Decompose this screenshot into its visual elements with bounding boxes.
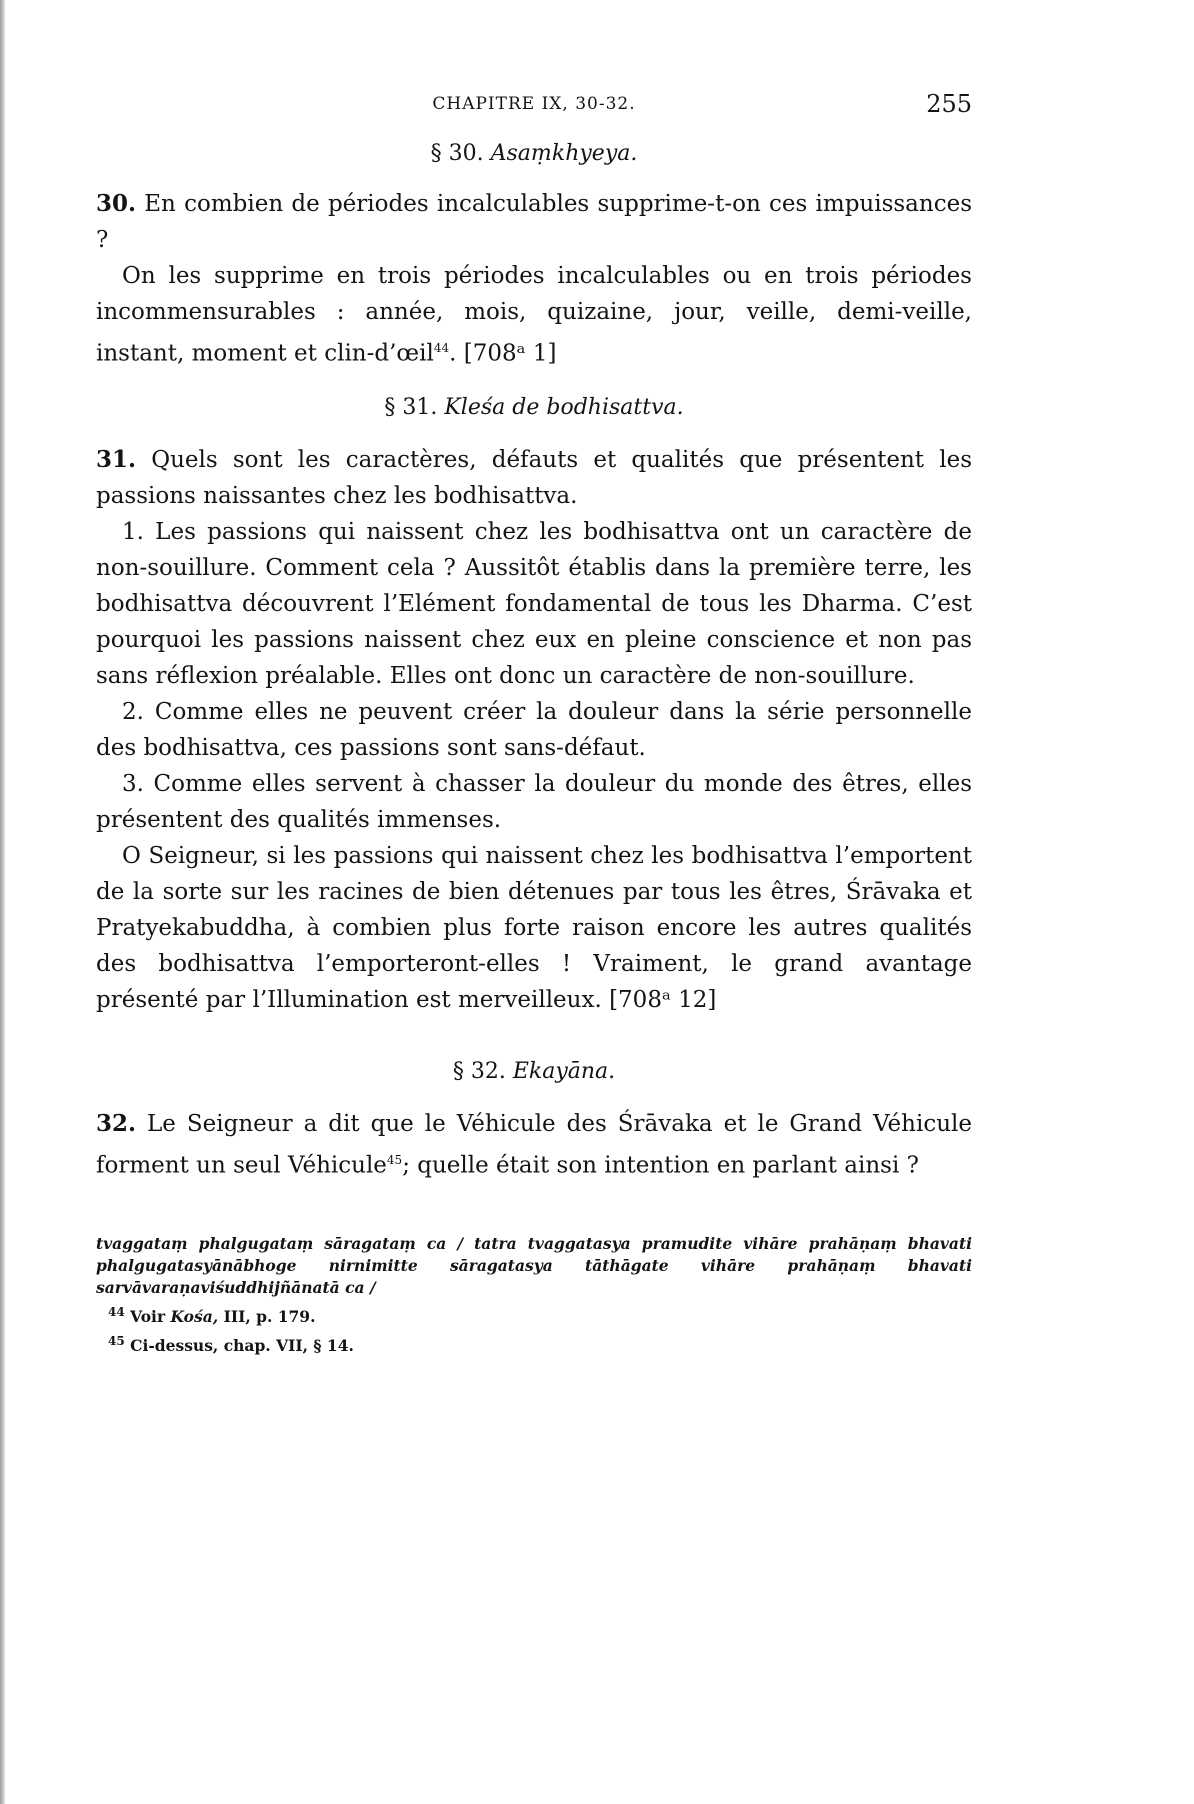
book-page [96,88,972,1358]
footnote-mark: 44 [108,1305,125,1320]
section-title: Asaṃkhyeya. [490,141,638,166]
paragraph-30b [96,258,972,372]
paragraph-number: 30. [96,190,137,217]
footnote-sanskrit: tvaggataṃ phalgugataṃ sāragataṃ ca / tatra tvaggatasya pramudite vihāre prahāṇaṃ bhavati phalgugatasyānābhoge nirnimitte sāragatasya tāthāgate vihāre prahāṇaṃ bhavati sarvāvaraṇaviśuddhijñānatā ca / [96,1234,972,1298]
footnote-text: Voir [130,1307,166,1327]
section-title: Ekayāna. [512,1058,616,1084]
section-heading-31 [96,392,972,424]
paragraph-31 [96,442,972,514]
section-heading-32 [96,1056,972,1088]
page-reference: . [708ᵃ 1] [449,340,557,367]
paragraph-30 [96,186,972,258]
paragraph-31-1: 1. Les passions qui naissent chez les bodhisattva ont un caractère de non-souillure. Comment cela ? Aussitôt établis dans la première terre, les bodhisattva découvrent l’Elément fondamental de tous les Dharma. C’est pourquoi les passions naissent chez eux en pleine conscience et non pas sans réflexion préalable. Elles ont donc un caractère de non-souillure. [96,518,972,689]
paragraph-number: 31. [96,445,137,473]
running-title: CHAPITRE IX, 30-32. [432,94,636,114]
footnote-44 [96,1301,972,1328]
footnote-text: Ci-dessus, chap. VII, § 14. [130,1336,354,1356]
paragraph-text: Quels sont les caractères, défauts et qualités que présentent les passions naissantes chez les bodhisattva. [96,446,973,509]
paragraph-31-4: O Seigneur, si les passions qui naissent chez les bodhisattva l’emportent de la sorte sur les racines de bien détenues par tous les êtres, Śrāvaka et Pratyekabuddha, à combien plus forte raison encore les autres qualités des bodhisattva l’emporteront-elles ! Vraiment, le grand avantage présenté par l’Illumination est merveilleux. [708ᵃ 12] [96,842,972,1013]
section-symbol: § 30. [430,141,484,166]
section-title: Kleśa de bodhisattva. [444,394,684,420]
paragraph-text: On les supprime en trois périodes incalculables ou en trois périodes incommensurables : année, mois, quizaine, jour, veille, demi-veille, instant, moment et clin-d’œil [96,263,972,367]
paragraph-text-tail: ; quelle était son intention en parlant ainsi ? [402,1152,919,1179]
paragraph-31-2: 2. Comme elles ne peuvent créer la douleur dans la série personnelle des bodhisattva, ces passions sont sans-défaut. [96,698,972,761]
footnotes [96,1233,972,1357]
paragraph-number: 32. [96,1109,137,1137]
paragraph-text: Le Seigneur a dit que le Véhicule des Śrāvaka et le Grand Véhicule forment un seul Véhicule [96,1110,972,1179]
paragraph-31-3: 3. Comme elles servent à chasser la douleur du monde des êtres, elles présentent des qualités immenses. [96,770,972,833]
footnote-ref-45: 45 [386,1152,403,1167]
section-symbol: § 31. [384,394,438,420]
footnote-title: Kośa, [170,1307,219,1327]
footnote-45 [96,1330,972,1357]
section-heading-30 [96,138,972,170]
paragraph-32 [96,1106,972,1184]
footnote-text: III, p. 179. [223,1307,316,1327]
footnote-ref-44: 44 [433,341,450,355]
section-symbol: § 32. [452,1058,506,1084]
page-number: 255 [926,90,972,118]
paragraph-text: En combien de périodes incalculables supprime-t-on ces impuissances ? [96,191,973,253]
page-header [96,88,972,128]
page-binding-edge [0,0,5,1804]
footnote-mark: 45 [108,1334,125,1349]
